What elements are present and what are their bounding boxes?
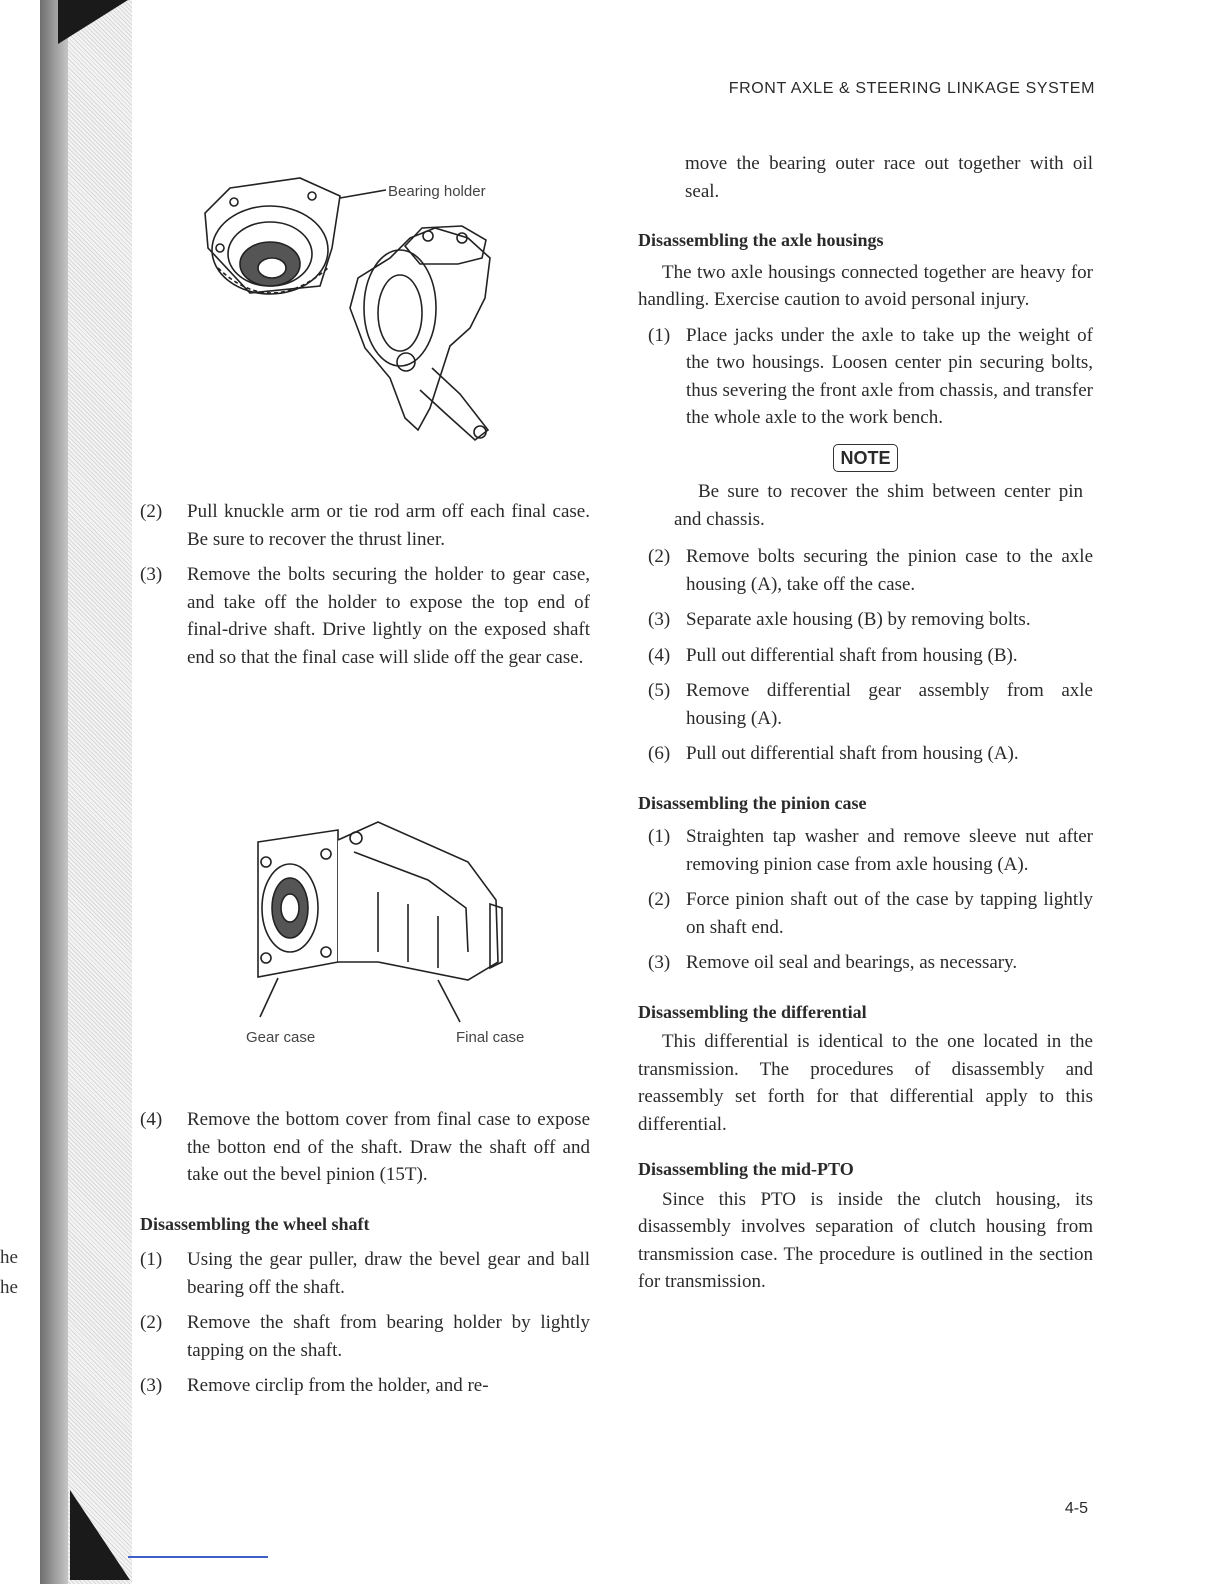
heading-wheel-shaft: Disassembling the wheel shaft bbox=[140, 1213, 370, 1234]
step-number: (2) bbox=[648, 546, 671, 567]
heading-differential: Disassembling the differential bbox=[638, 1001, 867, 1022]
note-label: NOTE bbox=[833, 444, 897, 472]
gear-final-case-figure bbox=[228, 812, 508, 1030]
pinion-step-3 bbox=[648, 949, 1093, 977]
axle-step-5 bbox=[648, 677, 1093, 732]
step-text: Using the gear puller, draw the bevel gear and ball bearing off the shaft. bbox=[187, 1249, 590, 1298]
step-number: (1) bbox=[648, 324, 671, 346]
left-steps-a bbox=[140, 498, 590, 671]
label-bearing-holder: Bearing holder bbox=[388, 183, 486, 200]
pinion-step-1 bbox=[648, 823, 1093, 878]
blue-rule-line bbox=[128, 1556, 268, 1558]
continuation-body: move the bearing outer race out together with oil seal. bbox=[685, 153, 1093, 202]
step-number: (3) bbox=[648, 609, 671, 630]
step-text: Pull knuckle arm or tie rod arm off each final case. Be sure to recover the thrust liner. bbox=[187, 501, 590, 550]
pinion-step-2 bbox=[648, 886, 1093, 941]
axle-step-1 bbox=[648, 322, 1093, 432]
step-number: (2) bbox=[140, 1312, 163, 1333]
step-number: (6) bbox=[648, 743, 671, 764]
step-text: Pull out differential shaft from housing (A). bbox=[686, 743, 1019, 764]
right-column bbox=[638, 150, 1093, 1296]
step-number: (2) bbox=[140, 501, 163, 522]
differential-text: This differential is identical to the one located in the transmission. The procedures of disassembly and reassembly set forth for that differential apply to this differential. bbox=[638, 1031, 1093, 1135]
label-gear-case: Gear case bbox=[246, 1029, 316, 1046]
wheel-shaft-step-1 bbox=[140, 1246, 590, 1301]
axle-housings-intro: The two axle housings connected together are heavy for handling. Exercise caution to avoid personal injury. bbox=[638, 261, 1093, 310]
heading-pinion-case: Disassembling the pinion case bbox=[638, 792, 867, 813]
running-header: FRONT AXLE & STEERING LINKAGE SYSTEM bbox=[728, 80, 1095, 97]
step-text: Remove the bottom cover from final case to expose the botton end of the shaft. Draw the shaft off and take out the bevel pinion (15T). bbox=[187, 1109, 590, 1185]
axle-step-2 bbox=[648, 543, 1093, 598]
step-number: (3) bbox=[140, 564, 163, 585]
note-label-row bbox=[638, 444, 1093, 473]
spine-corner-bottom bbox=[70, 1490, 130, 1580]
heading-axle-housings: Disassembling the axle housings bbox=[638, 230, 884, 250]
axle-step-4 bbox=[648, 642, 1093, 670]
margin-fragment-2: he bbox=[0, 1277, 18, 1298]
margin-fragment-1: he bbox=[0, 1247, 18, 1268]
heading-mid-pto: Disassembling the mid-PTO bbox=[638, 1159, 854, 1179]
step-number: (3) bbox=[140, 1375, 163, 1396]
step-number: (5) bbox=[648, 680, 671, 701]
bearing-holder-figure bbox=[200, 168, 500, 450]
left-step-3 bbox=[140, 561, 590, 671]
step-number: (2) bbox=[648, 889, 671, 910]
step-text: Remove bolts securing the pinion case to the axle housing (A), take off the case. bbox=[686, 546, 1093, 595]
step-text: Remove differential gear assembly from axle housing (A). bbox=[686, 680, 1093, 729]
label-final-case: Final case bbox=[456, 1029, 525, 1046]
wheel-shaft-step-3 bbox=[140, 1372, 590, 1400]
step-text: Place jacks under the axle to take up the weight of the two housings. Loosen center pin securing bolts, thus severing the front axle from chassis, and transfer the whole axle to the work bench. bbox=[686, 324, 1093, 428]
step-number: (1) bbox=[648, 826, 671, 847]
step-number: (4) bbox=[648, 644, 671, 666]
step-text: Pull out differential shaft from housing (B). bbox=[686, 644, 1018, 666]
axle-step-6 bbox=[648, 740, 1093, 768]
step-text: Remove the bolts securing the holder to gear case, and take off the holder to expose the top end of final-drive shaft. Drive lightly on the exposed shaft end so that the final case will slide off the gear case. bbox=[187, 564, 590, 668]
continuation-text bbox=[638, 150, 1093, 205]
step-number: (1) bbox=[140, 1249, 163, 1270]
axle-step-3 bbox=[648, 606, 1093, 634]
step-number: (3) bbox=[648, 952, 671, 973]
left-steps-b bbox=[140, 1106, 590, 1400]
wheel-shaft-step-2 bbox=[140, 1309, 590, 1364]
mid-pto-text: Since this PTO is inside the clutch housing, its disassembly involves separation of clutch housing from transmission case. The procedure is outlined in the section for transmission. bbox=[638, 1188, 1093, 1292]
book-spine-shadow bbox=[40, 0, 132, 1584]
spine-corner-top bbox=[58, 0, 128, 44]
step-text: Remove the shaft from bearing holder by lightly tapping on the shaft. bbox=[187, 1312, 590, 1361]
left-step-4 bbox=[140, 1106, 590, 1189]
step-text: Straighten tap washer and remove sleeve nut after removing pinion case from axle housing (A). bbox=[686, 826, 1093, 875]
note-text: Be sure to recover the shim between center pin and chassis. bbox=[674, 481, 1083, 530]
step-text: Remove oil seal and bearings, as necessary. bbox=[686, 952, 1018, 973]
step-number: (4) bbox=[140, 1109, 163, 1130]
page-number: 4-5 bbox=[1064, 1500, 1088, 1517]
step-text: Separate axle housing (B) by removing bolts. bbox=[686, 609, 1031, 630]
step-text: Remove circlip from the holder, and re- bbox=[187, 1375, 489, 1396]
left-step-2 bbox=[140, 498, 590, 553]
step-text: Force pinion shaft out of the case by tapping lightly on shaft end. bbox=[686, 889, 1093, 938]
